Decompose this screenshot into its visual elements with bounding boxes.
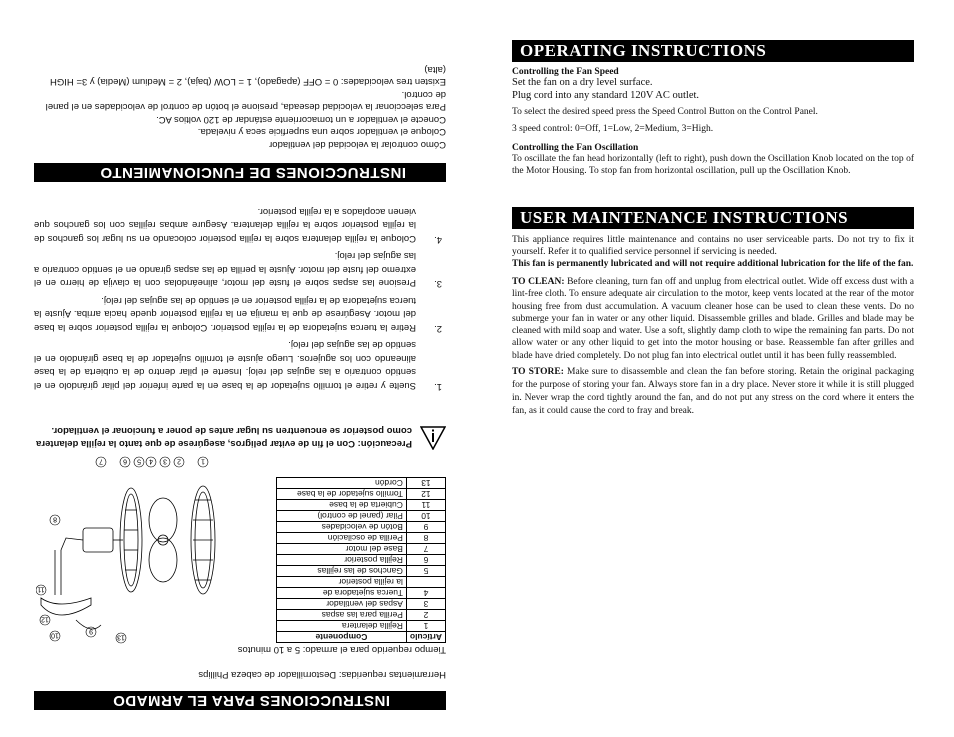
part-name: Perilla de oscilación — [277, 533, 407, 544]
parts-table — [276, 477, 446, 643]
table-row — [277, 511, 446, 522]
tools-required: Herramientas requeridas: Destornillador de cabeza Phillips — [198, 669, 446, 680]
part-name: Base del motor — [277, 544, 407, 555]
part-number: 7 — [406, 544, 445, 555]
parts-table-header — [277, 632, 446, 643]
store-text: Make sure to disassemble and clean the fan before storing. Retain the original packaging for the purpose of storing your fan. Always store fan in a dry place. Never store it while it is still plugged in. Never wrap the cord tightly around the fan, and do not put any stress on the cord where it enters the fan, as it could cause the cord to fray and break. — [512, 367, 915, 417]
oscillation-heading: Controlling the Fan Oscillation — [512, 143, 639, 153]
clean-label: TO CLEAN: — [512, 277, 565, 287]
part-name: Tuerca sujetadora de — [277, 588, 407, 599]
callout-label: 9 — [89, 627, 93, 635]
callout-label: 10 — [51, 631, 59, 639]
step-text: Suelte y retire el tornillo sujetador de la base en la parte inferior del pilar girándolo en el sentido contrario a las agujas del reloj. Inserte el pilar dentro de la cubierta de la base alineando con los agujeros. Luego ajuste el tornillo sujetador de la base girándolo en el sentido de las agujas del reloj. — [34, 339, 416, 391]
table-row — [277, 544, 446, 555]
part-name: Perilla para las aspas — [277, 610, 407, 621]
callout-label: 6 — [123, 457, 127, 465]
table-row — [277, 577, 446, 588]
col-articulo: Artículo — [406, 632, 445, 643]
part-name: Cubierta de la base — [277, 500, 407, 511]
table-row — [277, 566, 446, 577]
english-panel — [512, 40, 914, 480]
part-name: Botón de velocidades — [277, 522, 407, 533]
callout-label: 8 — [53, 515, 57, 523]
assembly-step — [34, 249, 446, 290]
oscillation-text: To oscillate the fan head horizontally (left to right), push down the Oscillation Knob located on the top of the Motor Housing. To stop fan from horizontal oscillation, pull up the Oscillation Knob. — [512, 154, 914, 176]
table-row — [277, 588, 446, 599]
table-row — [277, 478, 446, 489]
operating-line-es: Existen tres velocidades: 0 = OFF (apagado), 1 = LOW (baja), 2 = Medium (Media) y 3= HIGH (alta) — [50, 64, 446, 88]
part-number: 6 — [406, 555, 445, 566]
callout-label: 1 — [201, 457, 205, 465]
part-name: Cordón — [277, 478, 407, 489]
callout-label: 13 — [117, 633, 125, 641]
part-number — [406, 577, 445, 588]
part-number: 2 — [406, 610, 445, 621]
clean-text: Before cleaning, turn fan off and unplug from electrical outlet. Wide off excess dust with a lint-free cloth. To ensure adequate air circulation to the motor, keep vents located at the rear of the motor housing free from dust accumulation. A vacuum cleaner hose can be used to clean these vents. Do no submerge your fan in water or any other liquid. Disassemble grilles and blade. Grilles and blade may be cleaned with mild soap and water. Use a soft, slightly damp cloth to wipe the remaining fan parts. Do not allow water or any other liquid to get into the motor housing or base. Reassemble fan after grilles and blade have dried completely. Do not plug fan into electrical outlet until it has been fully reassembled. — [512, 277, 914, 361]
step-number: 2. — [434, 323, 442, 334]
step-text: Retire la tuerca sujetadora de la rejilla posterior. Coloque la rejilla posterior sobre la base del motor. Asegúrese de que la manija en la rejilla posterior quede hacia arriba. Ajuste la tuerca sujetadora de la rejilla posterior en el sentido de las agujas del reloj. — [34, 295, 416, 333]
callout-label: 4 — [149, 457, 153, 465]
part-name: Tornillo sujetador de la base — [277, 489, 407, 500]
table-row — [277, 599, 446, 610]
assembly-step — [34, 205, 446, 246]
step-text: Coloque la rejilla delantera sobre la rejilla posterior colocando en su lugar los ganchos de la rejilla posterior sobre la rejilla delantera. Asegure ambas rejillas con los ganchos que vienen acoplados a la rejilla posterior. — [34, 206, 416, 244]
operating-title-es: INSTRUCCIONES DE FUNCIONAMIENTO — [34, 163, 446, 182]
part-number: 1 — [406, 621, 445, 632]
maintenance-lubrication-note: This fan is permanently lubricated and will not require additional lubrication for the life of the fan. — [512, 259, 914, 269]
table-row — [277, 610, 446, 621]
table-row — [277, 522, 446, 533]
caution-block — [34, 404, 446, 452]
step-number: 3. — [434, 278, 442, 290]
caution-text: Precaución: Con el fin de evitar peligros, asegúrese de que tanto la rejilla delantera como posterior se encuentren su lugar antes de poner a funcionar el ventilador. — [36, 425, 412, 449]
motor-shape — [83, 528, 113, 552]
store-label: TO STORE: — [512, 367, 564, 378]
spanish-panel — [34, 30, 446, 710]
part-number: 9 — [406, 522, 445, 533]
part-name: Aspas del ventilador — [277, 599, 407, 610]
part-number: 4 — [406, 588, 445, 599]
speed-line-1: Set the fan on a dry level surface. — [512, 77, 653, 88]
maintenance-intro: This appliance requires little maintenance and contains no user serviceable parts. Do not try to fix it yourself. Refer it to qualified service personnel if servicing is needed. — [512, 235, 914, 257]
callout-label: 2 — [177, 457, 181, 465]
blade-shape — [149, 538, 177, 582]
callout-label: 5 — [137, 457, 141, 465]
table-row — [277, 621, 446, 632]
callout-label: 3 — [163, 457, 167, 465]
rear-grille-shape — [120, 488, 142, 592]
time-required: Tiempo requerido para el armado: 5 a 10 minutos — [237, 644, 446, 655]
part-number: 11 — [406, 500, 445, 511]
part-name: Rejilla posterior — [277, 555, 407, 566]
operating-line-es: Para seleccionar la velocidad deseada, presione el botón de control de velocidades en el panel de control. — [45, 89, 446, 113]
step-number: 1. — [434, 381, 442, 392]
table-row — [277, 500, 446, 511]
part-number: 12 — [406, 489, 445, 500]
part-name: la rejilla posterior — [277, 577, 407, 588]
assembly-step — [34, 338, 446, 392]
assembly-steps — [34, 201, 446, 393]
table-row — [277, 555, 446, 566]
operating-line-es: Coloque el ventilador sobre una superficie seca y nivelada. — [197, 126, 446, 138]
part-number: 3 — [406, 599, 445, 610]
part-number: 13 — [406, 478, 445, 489]
part-name: Ganchos de las rejillas — [277, 566, 407, 577]
col-componente: Componente — [277, 632, 407, 643]
part-name: Pilar (panel de control) — [277, 511, 407, 522]
table-row — [277, 489, 446, 500]
callout-label: 12 — [41, 615, 49, 623]
operating-line-es: Conecte el ventilador a un tomacorriente estándar de 120 voltios AC. — [156, 114, 446, 125]
fan-diagram — [36, 450, 241, 650]
warning-icon — [420, 426, 446, 450]
store-paragraph — [512, 366, 914, 418]
base-shape — [41, 598, 91, 615]
callout-label: 7 — [99, 457, 103, 465]
part-number: 10 — [406, 511, 445, 522]
speed-select-text: To select the desired speed press the Speed Control Button on the Control Panel. — [512, 107, 818, 117]
callout-label: 11 — [37, 585, 45, 593]
fan-speed-heading: Controlling the Fan Speed — [512, 67, 619, 77]
table-row — [277, 533, 446, 544]
part-name: Rejilla delantera — [277, 621, 407, 632]
operating-line-es: Cómo controlar la velocidad del ventilador — [269, 139, 446, 150]
operating-lines-es — [34, 63, 446, 151]
part-number: 5 — [406, 566, 445, 577]
assembly-title: INSTRUCCIONES PARA EL ARMADO — [34, 691, 446, 710]
speed-control-text: 3 speed control: 0=Off, 1=Low, 2=Medium, 3=High. — [512, 124, 714, 134]
part-number: 8 — [406, 533, 445, 544]
step-number: 4. — [434, 234, 442, 245]
step-text: Presione las aspas sobre el fuste del motor, alineándolas con la clavija de hierro en el extremo del fuste del motor. Ajuste la perilla de las aspas girando en el sentido contrario a las agujas del reloj. — [34, 250, 416, 289]
clean-paragraph — [512, 276, 914, 362]
speed-line-2: Plug cord into any standard 120V AC outlet. — [512, 89, 700, 101]
operating-instructions-title: OPERATING INSTRUCTIONS — [512, 40, 914, 62]
assembly-step — [34, 294, 446, 335]
maintenance-title: USER MAINTENANCE INSTRUCTIONS — [512, 207, 914, 229]
